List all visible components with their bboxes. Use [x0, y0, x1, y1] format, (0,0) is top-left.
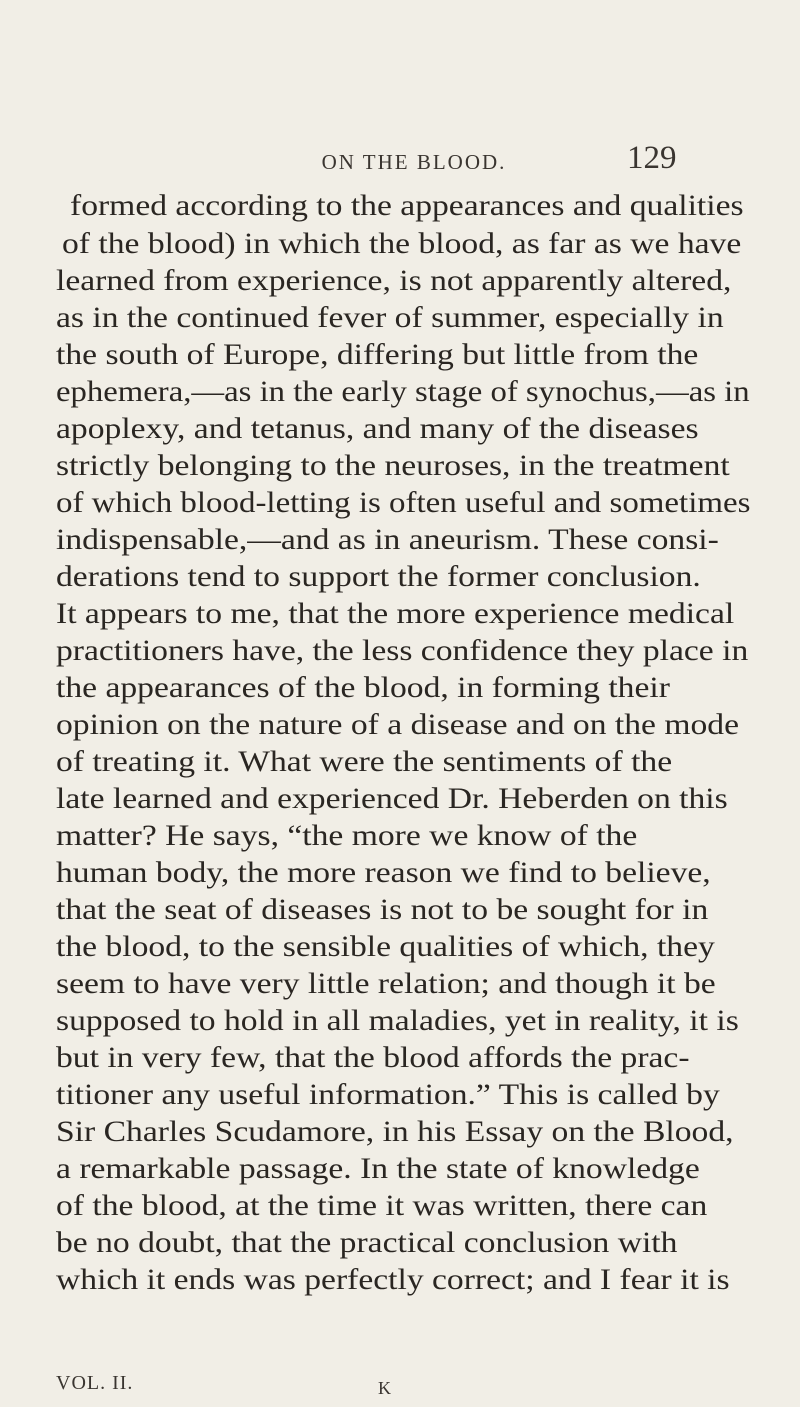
text-line: the south of Europe, differing but little from the — [56, 338, 699, 371]
text-line: but in very few, that the blood affords the prac- — [56, 1041, 690, 1074]
text-line: supposed to hold in all maladies, yet in reality, it is — [56, 1004, 739, 1037]
text-line: that the seat of diseases is not to be sought for in — [56, 893, 709, 926]
text-line: of the blood, at the time it was written, there can — [56, 1189, 708, 1222]
text-line: the blood, to the sensible qualities of which, they — [56, 930, 715, 963]
text-line: apoplexy, and tetanus, and many of the diseases — [56, 412, 699, 445]
text-line: practitioners have, the less confidence they place in — [56, 634, 749, 667]
text-line: the appearances of the blood, in forming their — [56, 671, 670, 704]
text-line: of the blood) in which the blood, as far as we have — [62, 227, 742, 260]
text-line: matter? He says, “the more we know of the — [56, 819, 638, 852]
text-line: which it ends was perfectly correct; and I fear it is — [56, 1263, 730, 1296]
text-line: of which blood-letting is often useful and sometimes — [56, 486, 751, 519]
running-title: ON THE BLOOD. — [321, 150, 507, 174]
text-line: derations tend to support the former conclusion. — [56, 560, 701, 593]
text-line: late learned and experienced Dr. Heberden on this — [56, 782, 728, 815]
page-number: 129 — [627, 140, 677, 176]
text-line: human body, the more reason we find to believe, — [56, 856, 711, 889]
text-line: as in the continued fever of summer, especially in — [56, 301, 724, 334]
text-line: of treating it. What were the sentiments of the — [56, 745, 673, 778]
text-line: ephemera,—as in the early stage of synochus,—as in — [56, 375, 750, 408]
text-line: indispensable,—and as in aneurism. These consi- — [56, 523, 719, 556]
text-line: formed according to the appearances and qualities — [70, 189, 744, 222]
signature-mark: K — [378, 1378, 391, 1398]
text-line: learned from experience, is not apparently altered, — [56, 264, 732, 297]
text-line: titioner any useful information.” This is called by — [56, 1078, 720, 1111]
text-line: strictly belonging to the neuroses, in the treatment — [56, 449, 730, 482]
text-line: be no doubt, that the practical conclusion with — [56, 1226, 678, 1259]
text-line: opinion on the nature of a disease and on the mode — [56, 708, 740, 741]
text-line: It appears to me, that the more experience medical — [56, 597, 735, 630]
text-line: a remarkable passage. In the state of knowledge — [56, 1152, 700, 1185]
volume-marker: VOL. II. — [56, 1372, 134, 1394]
text-line: seem to have very little relation; and though it be — [56, 967, 716, 1000]
text-line: Sir Charles Scudamore, in his Essay on the Blood, — [56, 1115, 734, 1148]
